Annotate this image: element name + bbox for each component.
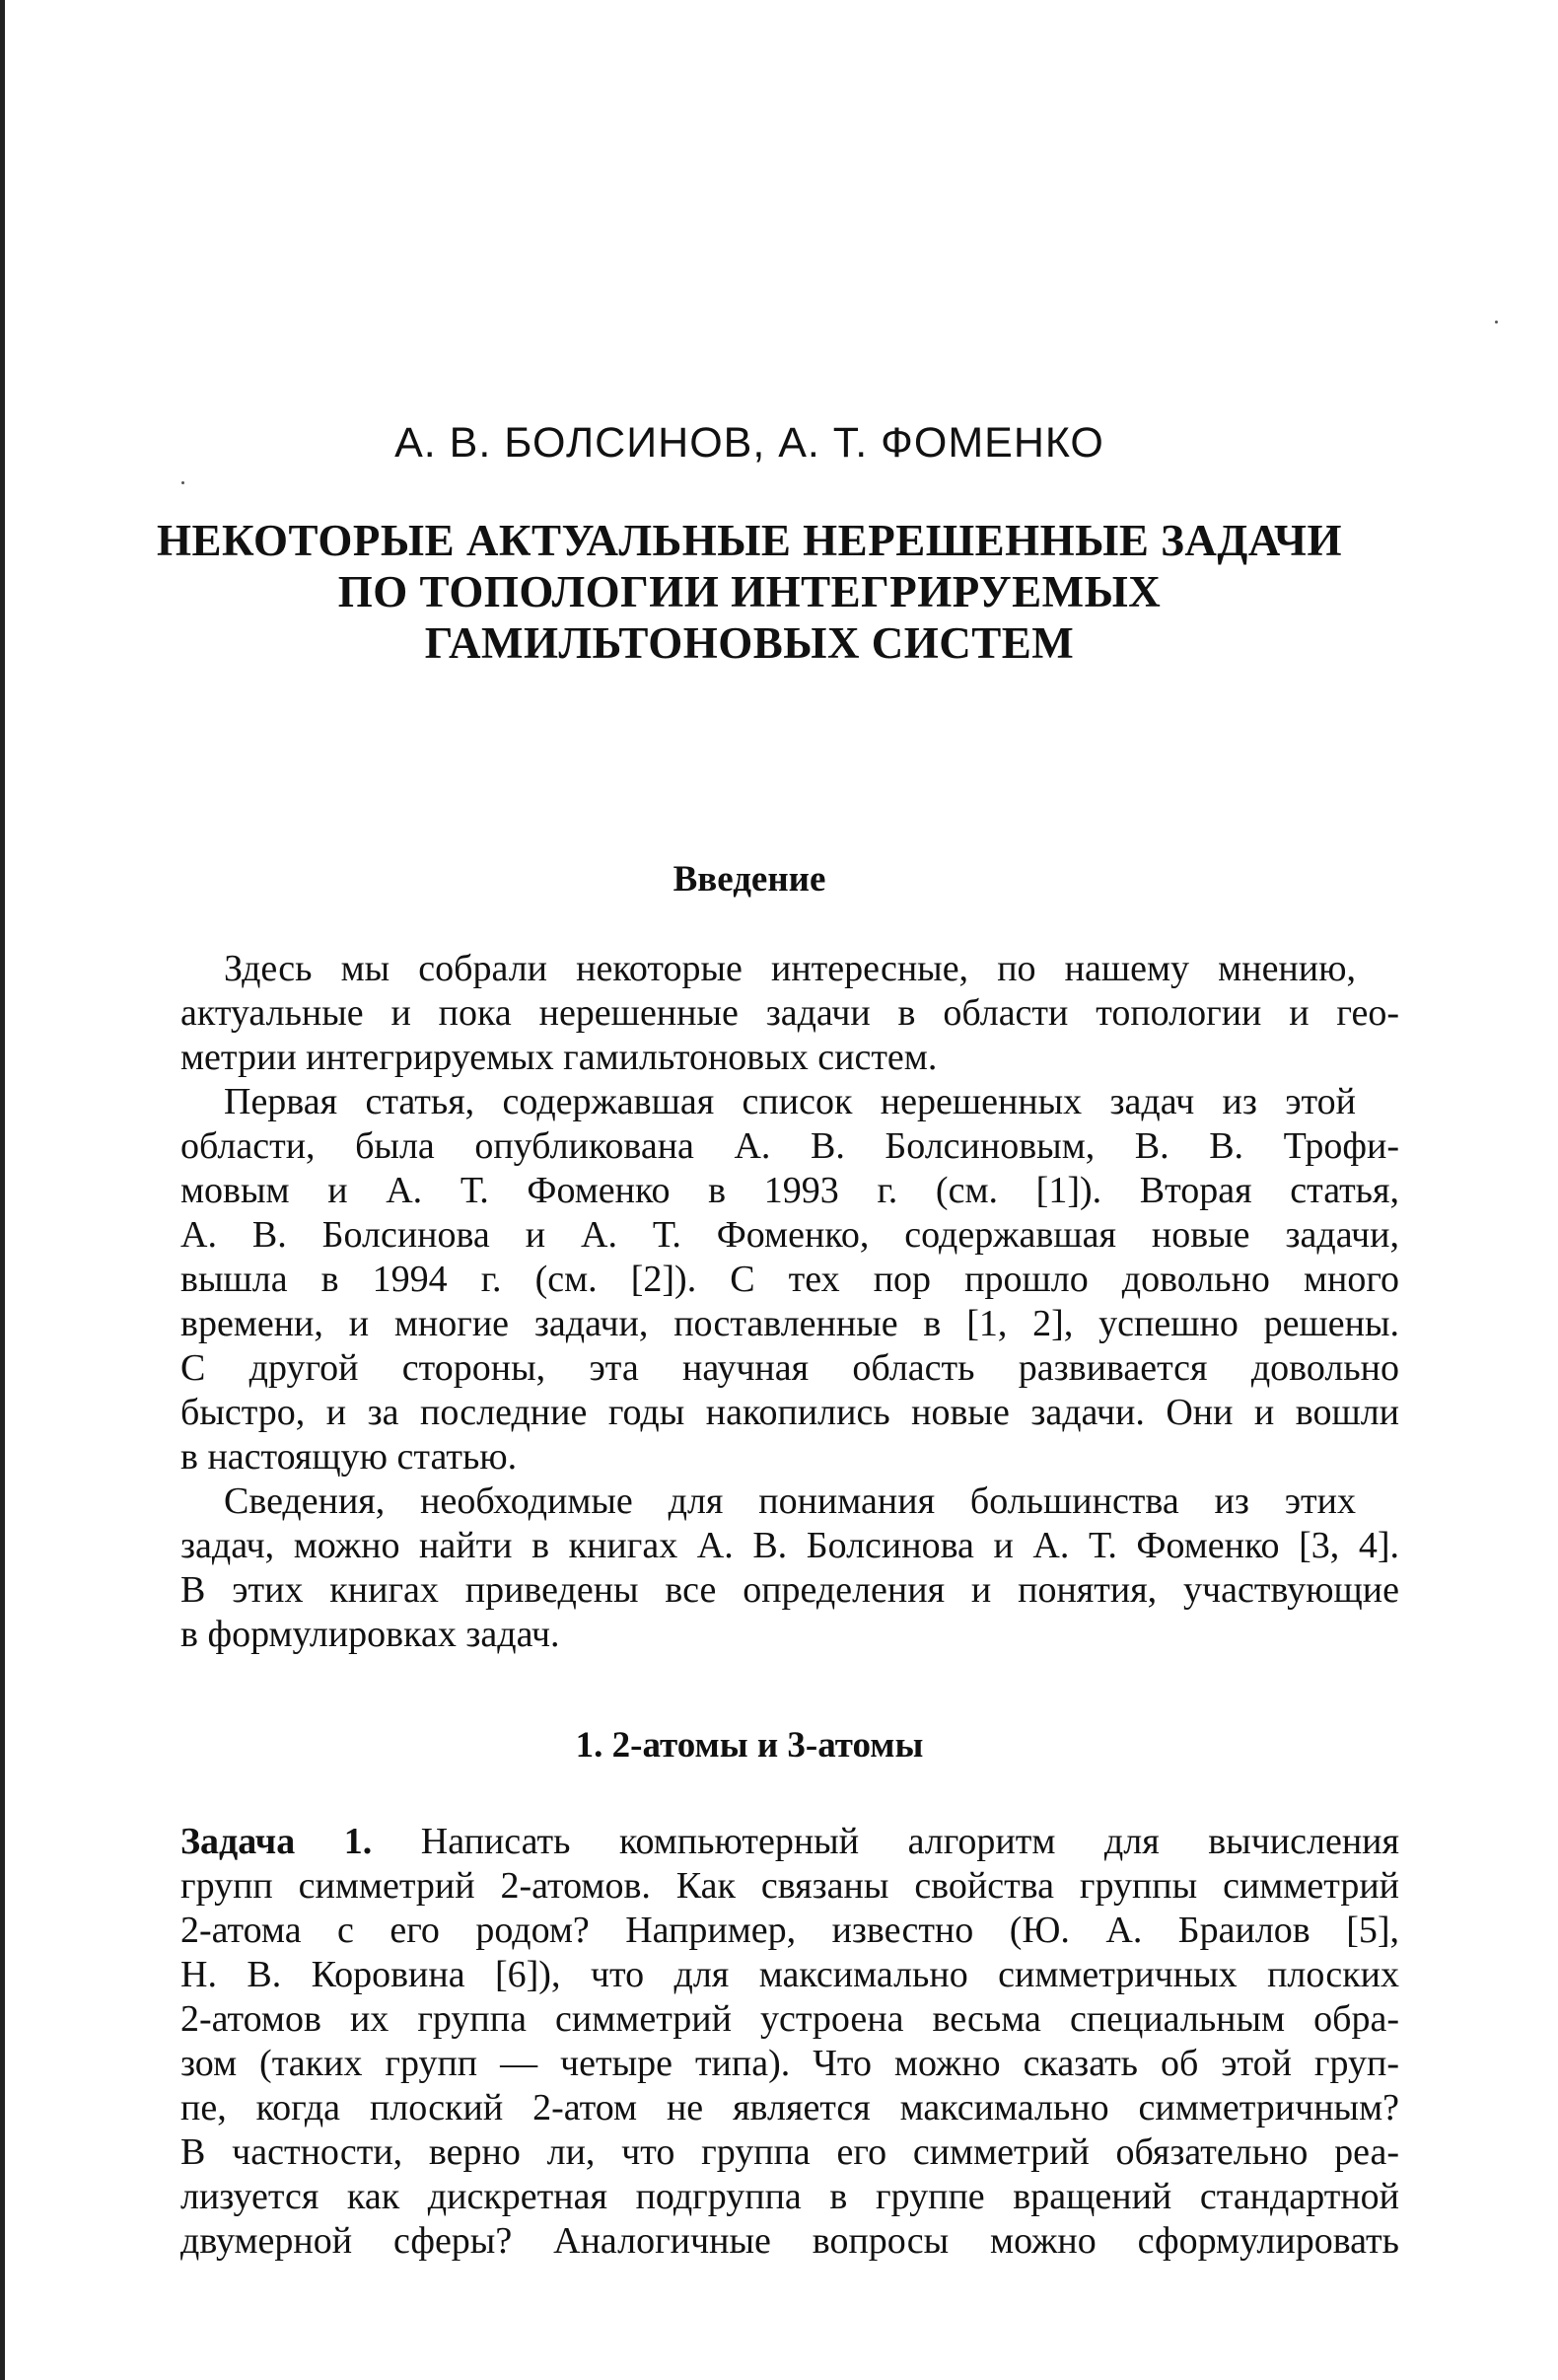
title-line: ПО ТОПОЛОГИИ ИНТЕГРИРУЕМЫХ bbox=[337, 567, 1162, 616]
text-line: мовым и А. Т. Фоменко в 1993 г. (см. [1]). Вторая статья, bbox=[180, 1170, 1399, 1211]
text-line: в настоящую статью. bbox=[180, 1436, 518, 1478]
text-line: 2-атомов их группа симметрий устроена весьма специальным обра- bbox=[180, 1998, 1399, 2040]
scan-speck bbox=[181, 481, 184, 484]
article-title bbox=[0, 515, 1499, 669]
task-label: Задача 1. bbox=[180, 1821, 373, 1862]
text-line: 2-атома с его родом? Например, известно (Ю. А. Браилов [5], bbox=[180, 1910, 1399, 1951]
text-line: области, была опубликована А. В. Болсиновым, В. В. Трофи- bbox=[180, 1125, 1399, 1167]
text-line: С другой стороны, эта научная область развивается довольно bbox=[180, 1347, 1399, 1389]
text-line: пе, когда плоский 2-атом не является максимально симметричным? bbox=[180, 2087, 1399, 2128]
text-line: метрии интегрируемых гамильтоновых систем. bbox=[180, 1037, 938, 1078]
text-line: Первая статья, содержавшая список нерешенных задач из этой bbox=[224, 1081, 1356, 1122]
introduction-text bbox=[180, 947, 1399, 1657]
text-line: вышла в 1994 г. (см. [2]). С тех пор прошло довольно много bbox=[180, 1259, 1399, 1300]
introduction-heading: Введение bbox=[673, 859, 826, 900]
text-line: быстро, и за последние годы накопились новые задачи. Они и вошли bbox=[180, 1392, 1399, 1433]
text-line: в формулировках задач. bbox=[180, 1614, 560, 1655]
page-edge-border bbox=[0, 0, 5, 2380]
text-line: лизуется как дискретная подгруппа в группе вращений стандартной bbox=[180, 2176, 1399, 2217]
text-line: времени, и многие задачи, поставленные в [1, 2], успешно решены. bbox=[180, 1303, 1399, 1344]
text-line: зом (таких групп — четыре типа). Что можно сказать об этой груп- bbox=[180, 2043, 1399, 2084]
authors-line: А. В. БОЛСИНОВ, А. Т. ФОМЕНКО bbox=[394, 419, 1104, 467]
title-line: НЕКОТОРЫЕ АКТУАЛЬНЫЕ НЕРЕШЕННЫЕ ЗАДАЧИ bbox=[156, 516, 1342, 565]
text-line: актуальные и пока нерешенные задачи в области топологии и гео- bbox=[180, 992, 1399, 1034]
task-first-line: Написать компьютерный алгоритм для вычисления bbox=[420, 1821, 1399, 1862]
text-line: двумерной сферы? Аналогичные вопросы можно сформулировать bbox=[180, 2220, 1399, 2262]
text-line: групп симметрий 2-атомов. Как связаны свойства группы симметрий bbox=[180, 1865, 1399, 1907]
section-1-heading: 1. 2-атомы и 3-атомы bbox=[575, 1725, 924, 1766]
text-line: В частности, верно ли, что группа его симметрий обязательно реа- bbox=[180, 2131, 1399, 2173]
text-line bbox=[180, 1820, 1399, 1864]
text-line: В этих книгах приведены все определения и понятия, участвующие bbox=[180, 1569, 1399, 1611]
title-line: ГАМИЛЬТОНОВЫХ СИСТЕМ bbox=[424, 618, 1075, 668]
text-line: Сведения, необходимые для понимания большинства из этих bbox=[224, 1480, 1356, 1522]
text-line: Н. В. Коровина [6]), что для максимально симметричных плоских bbox=[180, 1954, 1399, 1995]
scan-speck bbox=[1495, 321, 1498, 324]
text-line: задач, можно найти в книгах А. В. Болсинова и А. Т. Фоменко [3, 4]. bbox=[180, 1525, 1399, 1566]
text-line: Здесь мы собрали некоторые интересные, по нашему мнению, bbox=[224, 948, 1356, 989]
task-1-text bbox=[180, 1820, 1399, 2264]
text-line: А. В. Болсинова и А. Т. Фоменко, содержавшая новые задачи, bbox=[180, 1214, 1399, 1256]
